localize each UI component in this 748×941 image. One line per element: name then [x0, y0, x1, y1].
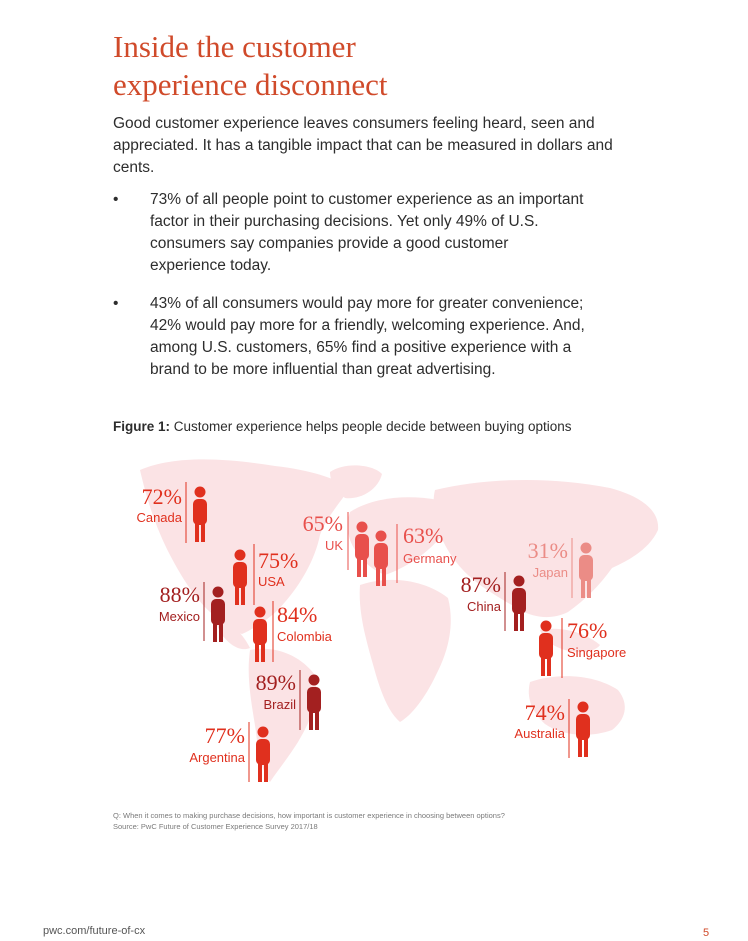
- percent-label-uk: 65%: [302, 511, 343, 536]
- percent-label-colombia: 84%: [277, 602, 318, 627]
- bullet-2-line-1: 43% of all consumers would pay more for greater convenience;: [150, 295, 584, 312]
- intro-paragraph: Good customer experience leaves consumers feeling heard, seen and appreciated. It has a tangible impact that can be measured in dollars and cents.: [113, 115, 613, 176]
- country-label-mexico: Mexico: [158, 609, 200, 624]
- bullet-2-line-2: 42% would pay more for a friendly, welcoming experience. And,: [150, 317, 585, 334]
- percent-label-germany: 63%: [403, 523, 444, 548]
- bullet-1-line-2: factor in their purchasing decisions. Yet only 49% of U.S.: [150, 213, 539, 230]
- percent-label-australia: 74%: [524, 700, 565, 725]
- country-label-germany: Germany: [403, 551, 457, 566]
- marker-colombia: [253, 601, 333, 662]
- marker-australia: [514, 699, 590, 758]
- country-label-usa: USA: [258, 574, 285, 589]
- footer-url[interactable]: pwc.com/future-of-cx: [43, 925, 146, 937]
- figure-caption-text: Customer experience helps people decide between buying options: [173, 419, 572, 434]
- footnote-source: Source: PwC Future of Customer Experience Survey 2017/18: [113, 822, 318, 831]
- percent-label-usa: 75%: [258, 548, 299, 573]
- country-label-china: China: [467, 599, 501, 614]
- title-line-1: Inside the customer: [113, 29, 356, 64]
- percent-label-brazil: 89%: [255, 670, 296, 695]
- percent-label-argentina: 77%: [204, 723, 245, 748]
- marker-mexico: [159, 582, 225, 642]
- percent-label-mexico: 88%: [159, 582, 200, 607]
- figure-label: Figure 1:: [113, 419, 171, 434]
- bullet-1-line-3: consumers say companies provide a good customer: [150, 235, 509, 252]
- bullet-dot: •: [113, 295, 119, 312]
- percent-label-china: 87%: [460, 572, 501, 597]
- marker-argentina: [189, 722, 270, 782]
- marker-singapore: [539, 618, 626, 678]
- percent-label-singapore: 76%: [567, 618, 608, 643]
- africa-shape: [360, 580, 451, 722]
- footnote: [113, 810, 505, 832]
- bullet-2-line-3: among U.S. customers, 65% find a positive experience with a: [150, 339, 572, 356]
- country-label-uk: UK: [324, 538, 343, 553]
- bullet-2-line-4: brand to be more influential than great advertising.: [150, 361, 496, 378]
- bullet-1-line-1: 73% of all people point to customer experience as an important: [150, 191, 584, 208]
- country-label-australia: Australia: [514, 726, 565, 741]
- country-label-singapore: Singapore: [567, 645, 627, 660]
- percent-label-japan: 31%: [527, 538, 568, 563]
- country-label-japan: Japan: [532, 565, 568, 580]
- bullet-dot: •: [113, 191, 119, 208]
- country-label-canada: Canada: [136, 510, 182, 525]
- footnote-question: Q: When it comes to making purchase decisions, how important is customer experience in choosing between options?: [113, 811, 505, 820]
- percent-label-canada: 72%: [141, 484, 182, 509]
- bullet-1-line-4: experience today.: [150, 257, 272, 274]
- country-label-argentina: Argentina: [189, 750, 245, 765]
- country-label-colombia: Colombia: [277, 629, 332, 644]
- marker-china: [461, 572, 526, 631]
- country-label-brazil: Brazil: [263, 697, 296, 712]
- title-line-2: experience disconnect: [113, 67, 388, 102]
- page-number: 5: [703, 927, 710, 939]
